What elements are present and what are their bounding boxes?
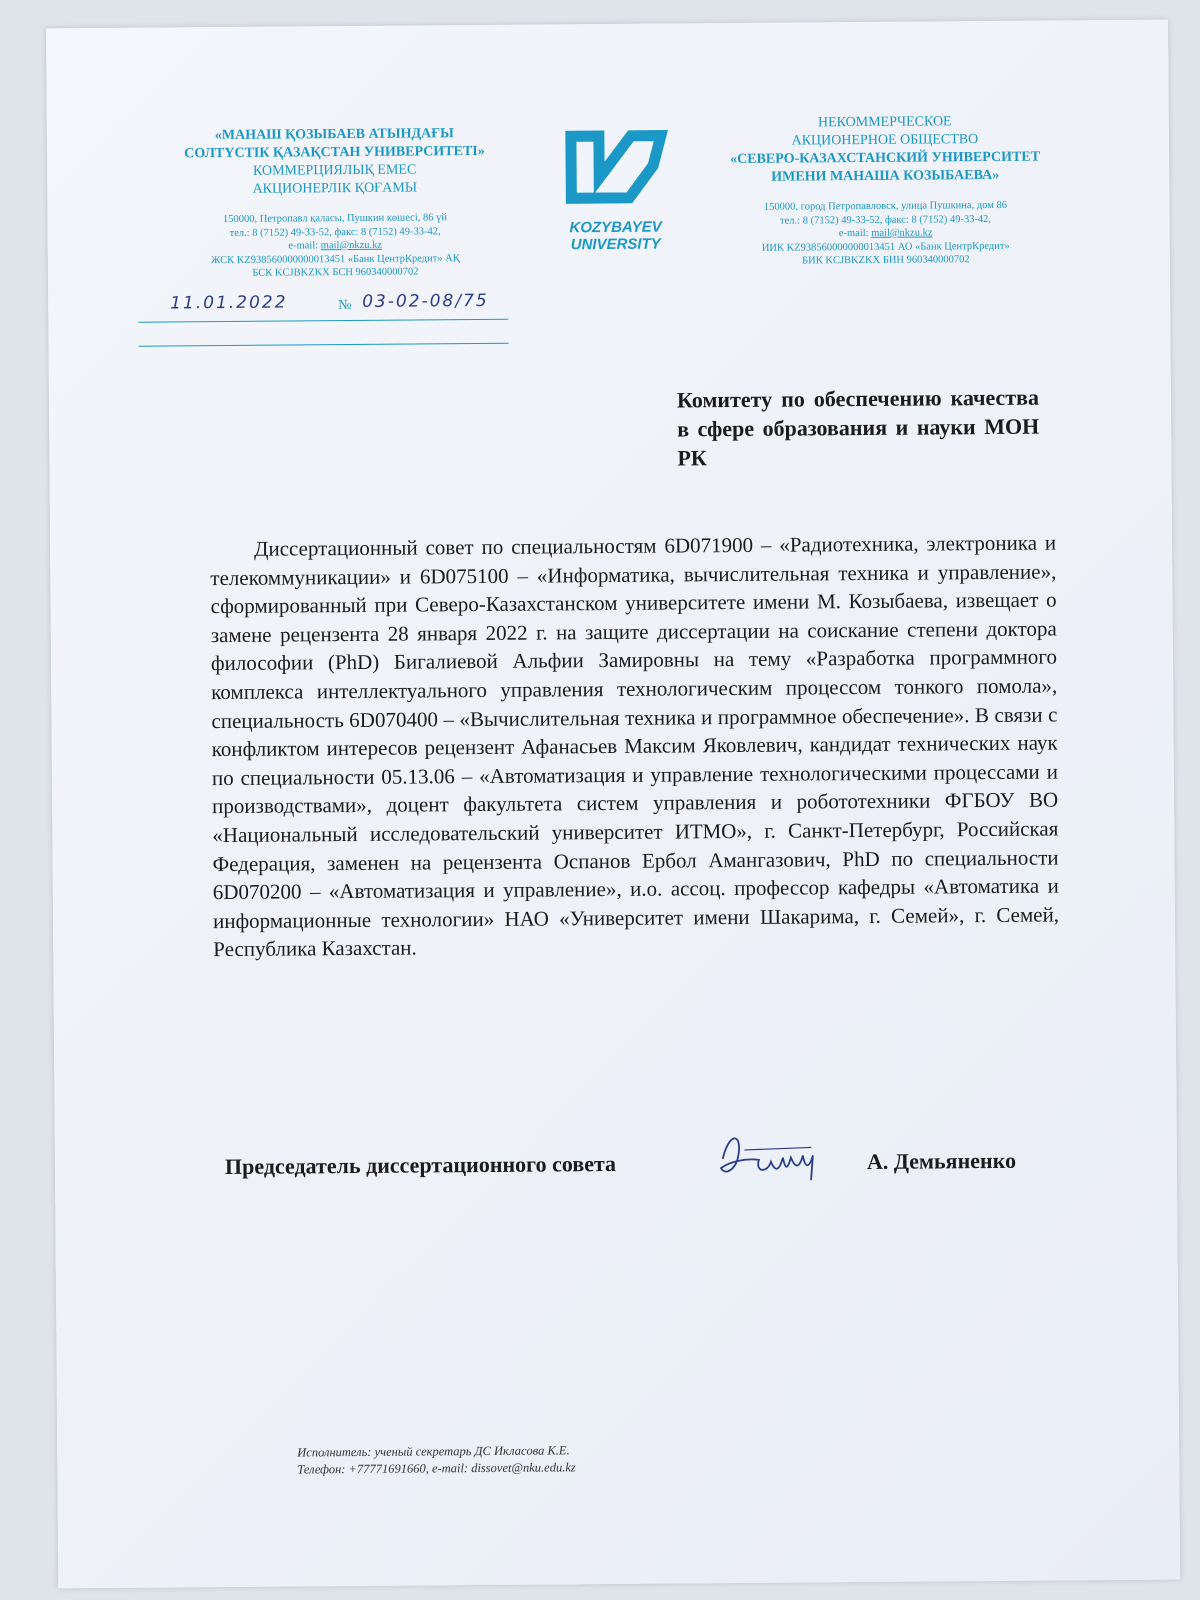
org-type-ru-line1: НЕКОММЕРЧЕСКОЕ bbox=[817, 114, 952, 131]
bank-ru-1: ИИК KZ938560000000013451 АО «Банк ЦентрКредит» bbox=[761, 240, 1010, 254]
letter-sheet bbox=[46, 20, 1180, 1589]
executor-footer bbox=[297, 1441, 797, 1479]
signatory-title: Председатель диссертационного совета bbox=[224, 1150, 617, 1180]
email-kz-link[interactable]: mail@nkzu.kz bbox=[320, 239, 383, 252]
email-ru-link[interactable]: mail@nkzu.kz bbox=[871, 227, 933, 239]
logo-text-line2: UNIVERSITY bbox=[570, 235, 661, 254]
org-type-kz-line2: АКЦИОНЕРЛІК ҚОҒАМЫ bbox=[252, 180, 418, 197]
bank-ru-2: БИК KCJBKZKX БИН 960340000702 bbox=[802, 254, 970, 267]
bank-kz-1: ЖСК KZ938560000000013451 «Банк ЦентрКредит» АҚ bbox=[210, 252, 460, 266]
logo-text-line1: KOZYBAYEV bbox=[569, 218, 662, 237]
address-kz: 150000, Петропавл қаласы, Пушкин көшесі, 86 үй bbox=[222, 212, 448, 226]
org-type-kz-line1: КОММЕРЦИЯЛЫҚ ЕМЕС bbox=[252, 162, 417, 179]
bank-kz-2: БСК KCJBKZKX БСН 960340000702 bbox=[252, 266, 419, 279]
contacts-ru bbox=[715, 184, 1056, 268]
phone-ru: тел.: 8 (7152) 49-33-52, факс: 8 (7152) 49-33-42, bbox=[779, 213, 992, 227]
registration-date: 11.01.2022 bbox=[170, 292, 288, 314]
email-kz-prefix: e-mail: bbox=[288, 240, 321, 252]
registration-number-label: № bbox=[338, 298, 352, 314]
registration-line bbox=[138, 289, 508, 323]
university-logo bbox=[555, 117, 676, 268]
signature-row bbox=[225, 1125, 1075, 1182]
org-name-kz-line1: «МАНАШ ҚОЗЫБАЕВ АТЫНДАҒЫ bbox=[214, 126, 454, 144]
handwritten-signature-icon bbox=[715, 1127, 835, 1188]
org-name-ru-line1: «СЕВЕРО-КАЗАХСТАНСКИЙ УНИВЕРСИТЕТ bbox=[730, 149, 1041, 168]
address-ru: 150000, город Петропавловск, улица Пушкина, дом 86 bbox=[763, 199, 1008, 213]
registration-number: 03-02-08/75 bbox=[362, 290, 489, 312]
logo-mark-icon bbox=[559, 118, 672, 219]
registration-line-2 bbox=[139, 343, 509, 347]
executor-contacts: Телефон: +77771691660, e-mail: dissovet@nku.edu.kz bbox=[297, 1460, 576, 1477]
org-name-kz-line2: СОЛТҮСТІК ҚАЗАҚСТАН УНИВЕРСИТЕТІ» bbox=[184, 143, 485, 162]
letter-body: Диссертационный совет по специальностям 6D071900 – «Радиотехника, электроника и телекоммуникации» и 6D075100 – «Информатика, вычислительная техника и управление», сформированный при Северо-Казахстанском университете имени М. Козыбаева, извещает о замене рецензента 28 января 2022 г. на защите диссертации на соискание степени доктора философии (PhD) Бигалиевой Альфии Замировны на тему «Разработка программного комплекса интеллектуального управления технологическим процессом тонкого помола», специальность 6D070400 – «Вычислительная техника и программное обеспечение». В связи с конфликтом интересов рецензент Афанасьев Максим Яковлевич, кандидат технических наук по специальности 05.13.06 – «Автоматизация и управление технологическими процессами и производствами», доцент факультета систем управления и робототехники ФГБОУ ВО «Национальный исследовательский университет ИТМО», г. Санкт-Петербург, Российская Федерация, заменен на рецензента Оспанов Ербол Амангазович, PhD по специальности 6D070200 – «Автоматизация и управление», и.о. ассоц. профессор кафедры «Автоматика и информационные технологии» НАО «Университет имени Шакарима, г. Семей», г. Семей, Республика Казахстан. bbox=[210, 530, 1060, 962]
addressee-block: Комитету по обеспечению качества в сфере образования и науки МОН РК bbox=[676, 384, 1040, 471]
email-ru-prefix: e-mail: bbox=[838, 227, 872, 240]
header-russian bbox=[715, 112, 1056, 268]
signatory-name: А. Демьяненко bbox=[866, 1147, 1017, 1174]
contacts-kz bbox=[162, 197, 508, 281]
phone-kz: тел.: 8 (7152) 49-33-52, факс: 8 (7152) 49-33-42, bbox=[229, 225, 441, 239]
header-kazakh bbox=[162, 125, 508, 281]
org-type-ru-line2: АКЦИОНЕРНОЕ ОБЩЕСТВО bbox=[791, 132, 979, 149]
org-name-ru-line2: ИМЕНИ МАНАША КОЗЫБАЕВА» bbox=[771, 167, 1000, 185]
executor-line: Исполнитель: ученый секретарь ДС Иклаcова К.Е. bbox=[297, 1443, 570, 1460]
